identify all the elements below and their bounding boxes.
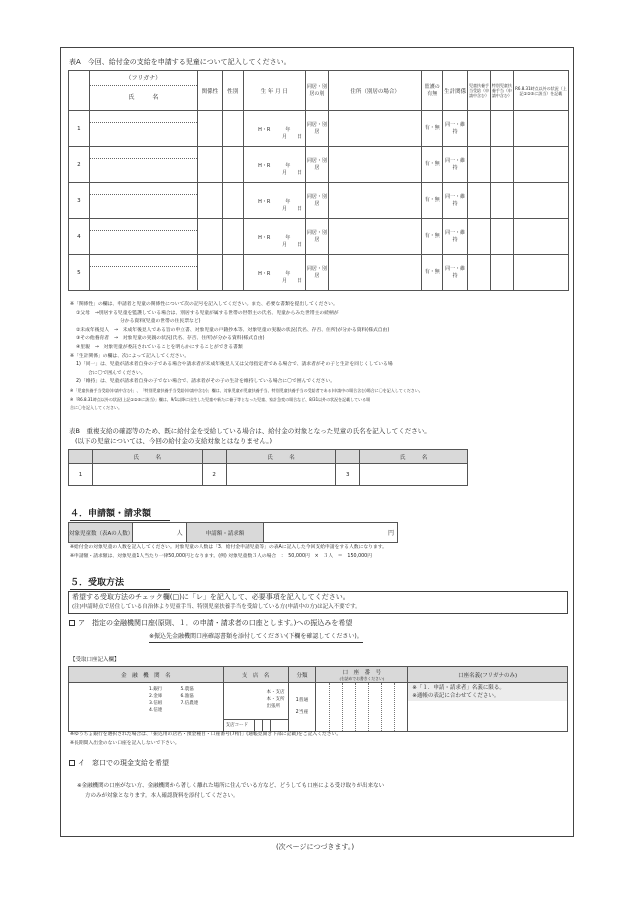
branch-name-field[interactable]	[223, 683, 288, 732]
birthdate-header: 生 年 月 日	[243, 71, 305, 111]
bank-note-1: ※ゆうちょ銀行を選択された場合は、「振込用の店名・預金種目・口座番号(7桁)」(通帳見開き下部に記載)をご記入ください。	[70, 732, 342, 737]
received-child-name-field[interactable]	[226, 464, 336, 486]
livelihood-options[interactable]: 同一・維持	[443, 111, 468, 147]
cohabit-options[interactable]: 同居・別居	[305, 147, 328, 183]
birthdate-field[interactable]	[243, 255, 305, 291]
table-b	[68, 449, 468, 486]
table-row	[69, 464, 468, 486]
gender-field[interactable]	[222, 219, 243, 255]
option-a-checkbox[interactable]	[69, 620, 75, 626]
branch-type-option[interactable]: 出張所	[266, 704, 281, 709]
custody-options[interactable]: 有・無	[422, 147, 443, 183]
relation-field[interactable]	[197, 147, 222, 183]
bank-type-option[interactable]: 2.金庫	[149, 694, 163, 699]
branch-code-digit[interactable]	[254, 720, 262, 731]
cohabit-options[interactable]: 同居・別居	[305, 111, 328, 147]
note-line: ①父母 →別居する児童を監護している場合は、別居する児童が属する世帯の世帯主の氏名、児童からみた世帯主の続柄が	[76, 310, 339, 316]
address-field[interactable]	[328, 255, 422, 291]
child-count-field[interactable]	[132, 523, 186, 543]
table-row	[69, 147, 569, 183]
row-number: 1	[69, 111, 90, 147]
bank-type-option[interactable]: 7.信農連	[180, 701, 199, 706]
table-row	[69, 255, 569, 291]
account-type-option[interactable]: 2当座	[295, 710, 309, 715]
special-allowance-field[interactable]	[490, 255, 513, 291]
note-line: ※「関係性」の欄は、申請者と児童の関係性について次の記号を記入してください。また、必要な書類を提出してください。	[70, 302, 338, 307]
birth-month-day-label: 月 日	[281, 205, 302, 212]
bank-account-table	[68, 666, 568, 732]
footer-continued: (次ページにつづきます。)	[275, 843, 355, 851]
relation-field[interactable]	[197, 255, 222, 291]
table-b-num-header	[69, 450, 93, 464]
account-digit[interactable]	[395, 683, 407, 731]
child-name-field[interactable]	[89, 183, 197, 219]
furigana-header: （フリガナ）	[90, 72, 197, 86]
r6-status-field[interactable]	[513, 183, 568, 219]
branch-type-option[interactable]: 本・支店	[266, 690, 285, 695]
birth-era-label: H・R 年	[258, 270, 291, 277]
bank-type-option[interactable]: 5.農協	[180, 687, 194, 692]
section-5-heading: ５．受取方法	[70, 575, 170, 590]
support-allowance-header: 児童扶養手当受給（申請中含む）	[468, 71, 491, 111]
account-type-option[interactable]: 1普通	[295, 698, 309, 703]
table-b-name-header: 氏 名	[226, 450, 336, 464]
bank-type-option[interactable]: 6.漁協	[180, 694, 194, 699]
note-line: 2)「維持」は、児童が請求者自身の子でない場合で、請求者がその子の生計を維持している場合に〇で囲んでください。	[76, 379, 336, 385]
relation-field[interactable]	[197, 183, 222, 219]
support-allowance-field[interactable]	[468, 255, 491, 291]
account-holder-header: 口座名義(フリガナのみ)	[408, 667, 568, 683]
account-number-field[interactable]	[316, 683, 408, 732]
note-line: 合に〇で囲んでください。	[88, 370, 146, 376]
count-unit: 人	[176, 530, 183, 537]
bank-box-title: 【受取口座記入欄】	[70, 657, 120, 663]
form-page	[60, 47, 574, 837]
table-b-subtitle: (以下の児童については、今回の給付金の支給対象とはなりません。)	[75, 437, 273, 445]
section-4-note-2: ※申請額・請求額は、対象児童1人当たり一律50,000円となります。(例) 対象児童数３人の場合 ： 50,000円 × ３人 ＝ 150,000円	[70, 554, 373, 559]
table-row	[69, 111, 569, 147]
custody-options[interactable]: 有・無	[422, 219, 443, 255]
custody-options[interactable]: 有・無	[422, 111, 443, 147]
bank-type-option[interactable]: 3.信組	[149, 701, 163, 706]
name-header	[89, 71, 197, 111]
instruction-text: 希望する受取方法のチェック欄(□)に「レ」を記入して、必要事項を記入してください。	[72, 593, 350, 601]
birth-month-day-label: 月 日	[281, 241, 302, 248]
address-header: 住所（別居の場合）	[328, 71, 422, 111]
support-allowance-field[interactable]	[468, 147, 491, 183]
bank-note-2: ※長期間入出金のない口座を記入しないで下さい。	[70, 741, 180, 746]
received-child-name-field[interactable]	[360, 464, 468, 486]
option-b-note-1: ※金融機関の口座がない方、金融機関から著しく離れた場所に住んでいる方など、どうしても口座による受け取りが出来ない	[77, 783, 385, 789]
special-allowance-field[interactable]	[490, 111, 513, 147]
received-child-name-field[interactable]	[92, 464, 202, 486]
option-b-checkbox[interactable]	[69, 760, 75, 766]
instruction-note: (注)申請時点で居住している自治体より児童手当、特別児童扶養手当を受給している方(申請中の方)は記入不要です。	[72, 604, 361, 610]
account-holder-field[interactable]	[408, 683, 568, 732]
cohabit-options[interactable]: 同居・別居	[305, 219, 328, 255]
special-allowance-field[interactable]	[490, 219, 513, 255]
birth-month-day-label: 月 日	[281, 169, 302, 176]
livelihood-options[interactable]: 同一・維持	[443, 147, 468, 183]
child-name-field[interactable]	[89, 255, 197, 291]
relation-field[interactable]	[197, 111, 222, 147]
note-line: 1)「同一」は、児童が請求者自身の子である場合や請求者が未成年後見人又は父母指定者である場合で、請求者がその子と生計を同じくしている場	[76, 362, 393, 368]
row-number: 5	[69, 255, 90, 291]
account-type-header: 分類	[288, 667, 316, 683]
custody-options[interactable]: 有・無	[422, 255, 443, 291]
relation-header: 関係性	[197, 71, 222, 111]
child-name-field[interactable]	[89, 219, 197, 255]
row-number: 4	[69, 219, 90, 255]
livelihood-options[interactable]: 同一・維持	[443, 255, 468, 291]
special-allowance-field[interactable]	[490, 147, 513, 183]
livelihood-options[interactable]: 同一・維持	[443, 219, 468, 255]
section-4-heading: ４．申請額・請求額	[70, 506, 170, 521]
relation-field[interactable]	[197, 219, 222, 255]
birth-era-label: H・R 年	[258, 162, 291, 169]
amount-label: 申請額・請求額	[186, 523, 264, 543]
birth-era-label: H・R 年	[258, 126, 291, 133]
account-digit[interactable]	[316, 683, 329, 731]
amount-table	[68, 522, 398, 543]
branch-code-label: 支店コード	[225, 723, 249, 728]
birth-month-day-label: 月 日	[281, 277, 302, 284]
row-number: 1	[69, 464, 93, 486]
row-number: 2	[69, 147, 90, 183]
note-line: ③その他養育者 → 対象児童の実親の状況(氏名、存否、住所)が分かる資料(様式自由)	[76, 336, 265, 342]
r6-status-field[interactable]	[513, 147, 568, 183]
branch-code-digit[interactable]	[270, 720, 278, 731]
birth-era-label: H・R 年	[258, 234, 291, 241]
table-row	[69, 183, 569, 219]
note-line: ※「児童扶養手当受給(申請中含む)」、「特別児童扶養手当受給(申請中含む)」欄は、対象児童が児童扶養手当、特別児童扶養手当の受給者である(申請中の場合含む)場合に〇を記入してください。	[70, 387, 423, 393]
option-b-label: イ 窓口での現金支給を希望	[78, 759, 169, 767]
child-count-label: 対象児童数（表Aの人数）	[69, 523, 133, 543]
bank-name-header: 金 融 機 関 名	[69, 667, 224, 683]
custody-header: 監護の有無	[422, 71, 443, 111]
cohabit-options[interactable]: 同居・別居	[305, 255, 328, 291]
child-name-field[interactable]	[89, 147, 197, 183]
birthdate-field[interactable]	[243, 219, 305, 255]
child-name-field[interactable]	[89, 111, 197, 147]
branch-name-header: 支 店 名	[223, 667, 288, 683]
table-row	[69, 219, 569, 255]
account-number-label: 口 座 番 号	[342, 669, 382, 676]
note-line: 分かる資料(児童の世帯の住民票など)	[120, 319, 201, 325]
account-digit[interactable]	[356, 683, 369, 731]
row-number: 3	[336, 464, 360, 486]
gender-field[interactable]	[222, 111, 243, 147]
option-b-note-2: 方のみが対象となります。本人確認資料を添付してください。	[85, 793, 239, 799]
account-digit[interactable]	[369, 683, 382, 731]
bank-name-field[interactable]	[69, 683, 224, 732]
row-number: 2	[202, 464, 226, 486]
r6-status-header: R6.8.31時点以外の状況（上記①②③に該当）を記載	[513, 71, 568, 111]
table-a-title: 表A 今回、給付金の支給を申請する児童について記入してください。	[69, 58, 291, 66]
cohabit-header: 同居・別居の別	[305, 71, 328, 111]
gender-header: 性別	[222, 71, 243, 111]
amount-unit: 円	[387, 530, 394, 537]
address-field[interactable]	[328, 219, 422, 255]
birth-month-day-label: 月 日	[281, 133, 302, 140]
birthdate-field[interactable]	[243, 111, 305, 147]
holder-note: ※通帳の表記に合わせてください。	[412, 693, 500, 699]
special-allowance-header: 特別児童扶養手当（申請中含む）	[490, 71, 513, 111]
birth-era-label: H・R 年	[258, 198, 291, 205]
r6-status-field[interactable]	[513, 219, 568, 255]
instruction-box	[68, 591, 568, 614]
address-field[interactable]	[328, 147, 422, 183]
note-line: ④里親 → 対象児童が委託されていることを明らかにすることができる書類	[76, 344, 243, 350]
section-4-note-1: ※給付金の対象児童の人数を記入してください。対象児童の人数は「3．給付金申請児童等」の表Aに記入した今回支給申請をする人数になります。	[70, 545, 387, 550]
note-line: 合に〇を記入してください。	[70, 405, 122, 411]
note-line: ※「生計関係」の欄は、次によって記入してください。	[70, 353, 190, 359]
address-field[interactable]	[328, 111, 422, 147]
livelihood-header: 生計関係	[443, 71, 468, 111]
table-b-num-header	[336, 450, 360, 464]
amount-field[interactable]	[264, 523, 398, 543]
option-a[interactable]	[69, 619, 352, 628]
note-line: ②未成年後見人 → 未成年後見人である旨の申立書、対象児童の戸籍抄本等、対象児童の実親の状況(氏名、存否、住所)が分かる資料(様式自由)	[76, 327, 390, 333]
option-a-note: ※振込先金融機関口座確認書類を添付してください(下欄を確認してください)。	[149, 633, 363, 643]
row-number-header	[69, 71, 90, 111]
table-b-num-header	[202, 450, 226, 464]
bank-type-option[interactable]: 4.信連	[149, 708, 163, 713]
r6-status-field[interactable]	[513, 111, 568, 147]
row-number: 3	[69, 183, 90, 219]
branch-type-option[interactable]: 本・支所	[266, 697, 285, 702]
holder-note: ※「１．申請・請求者」名義に限る。	[412, 685, 505, 691]
table-a	[68, 70, 569, 291]
table-b-name-header: 氏 名	[360, 450, 468, 464]
bank-type-option[interactable]: 1.銀行	[149, 687, 163, 692]
cohabit-options[interactable]: 同居・別居	[305, 183, 328, 219]
birthdate-field[interactable]	[243, 147, 305, 183]
special-allowance-field[interactable]	[490, 183, 513, 219]
gender-field[interactable]	[222, 183, 243, 219]
birthdate-field[interactable]	[243, 183, 305, 219]
account-digit[interactable]	[382, 683, 395, 731]
account-digit[interactable]	[330, 683, 343, 731]
account-type-field[interactable]	[288, 683, 316, 732]
option-a-label: ア 指定の金融機関口座(原則、１．の申請・請求者の口座とします。)への振込みを希望	[78, 619, 353, 627]
support-allowance-field[interactable]	[468, 111, 491, 147]
table-a-notes	[70, 301, 566, 413]
table-b-name-header: 氏 名	[92, 450, 202, 464]
custody-options[interactable]: 有・無	[422, 183, 443, 219]
livelihood-options[interactable]: 同一・維持	[443, 183, 468, 219]
r6-status-field[interactable]	[513, 255, 568, 291]
support-allowance-field[interactable]	[468, 183, 491, 219]
option-b[interactable]	[69, 759, 169, 768]
account-number-header	[316, 667, 408, 683]
gender-field[interactable]	[222, 147, 243, 183]
address-field[interactable]	[328, 183, 422, 219]
gender-field[interactable]	[222, 255, 243, 291]
account-number-sublabel: (右詰めでお書きください)	[339, 675, 385, 681]
support-allowance-field[interactable]	[468, 219, 491, 255]
name-header-label: 氏 名	[128, 93, 159, 101]
table-b-title: 表B 重複支給の確認等のため、既に給付金を受給している場合は、給付金の対象となった児童の氏名を記入してください。	[69, 427, 431, 435]
account-digit[interactable]	[343, 683, 356, 731]
branch-code-digit[interactable]	[262, 720, 270, 731]
note-line: ※「R6.8.31時点以外の状況(上記①②③に該当)」欄は、9/1以降に出生した児童や新たに養子等となった児童、家計急変の場合など、8/31以外の状況を記載している場	[70, 396, 371, 402]
